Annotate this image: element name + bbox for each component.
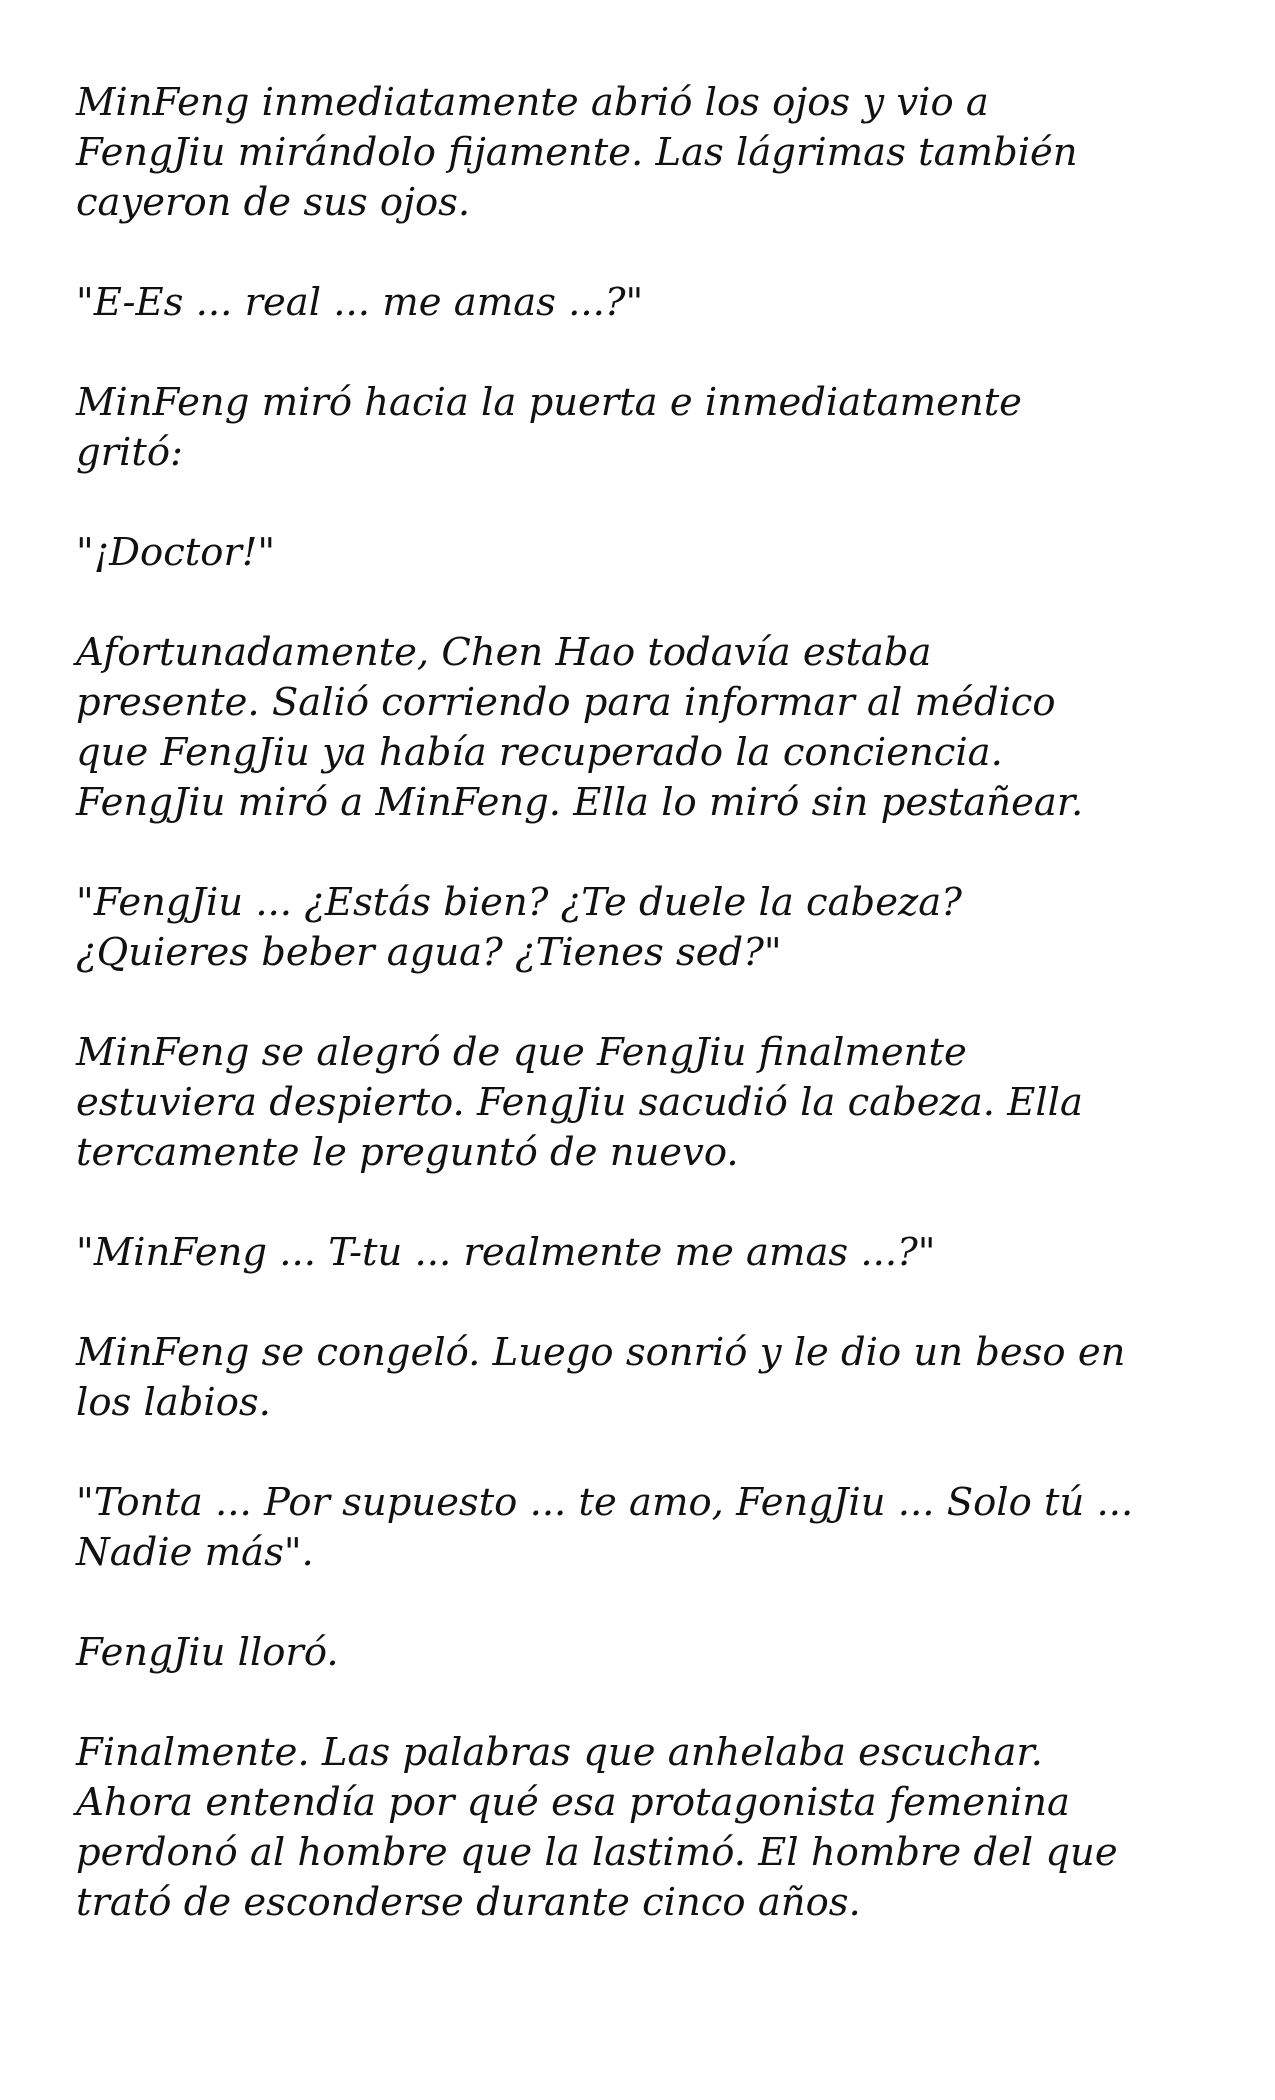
- text-line: Finalmente. Las palabras que anhelaba escuchar.: [76, 1730, 1043, 1775]
- text-line: ¿Quieres beber agua? ¿Tienes sed?": [76, 930, 782, 975]
- text-line: FengJiu miró a MinFeng. Ella lo miró sin pestañear.: [76, 780, 1084, 825]
- paragraph-5: [76, 628, 1216, 828]
- text-line: perdonó al hombre que la lastimó. El hombre del que: [76, 1830, 1118, 1875]
- paragraph-4: [76, 528, 1216, 578]
- paragraph-10: [76, 1478, 1216, 1578]
- text-line: FengJiu mirándolo fijamente. Las lágrimas también: [76, 130, 1078, 175]
- paragraph-7: [76, 1028, 1216, 1178]
- paragraph-9: [76, 1328, 1216, 1428]
- story-text: [76, 78, 1216, 1978]
- paragraph-6: [76, 878, 1216, 978]
- text-line: que FengJiu ya había recuperado la conciencia.: [76, 730, 1003, 775]
- text-line: "Tonta ... Por supuesto ... te amo, FengJiu ... Solo tú ...: [76, 1480, 1134, 1525]
- text-line: MinFeng se congeló. Luego sonrió y le dio un beso en: [76, 1330, 1126, 1375]
- text-line: Ahora entendía por qué esa protagonista femenina: [76, 1780, 1071, 1825]
- text-line: trató de esconderse durante cinco años.: [76, 1880, 861, 1925]
- text-line: "E-Es ... real ... me amas ...?": [76, 280, 644, 325]
- text-line: cayeron de sus ojos.: [76, 180, 471, 225]
- text-line: gritó:: [76, 430, 183, 475]
- paragraph-1: [76, 78, 1216, 228]
- text-line: MinFeng inmediatamente abrió los ojos y vio a: [76, 80, 989, 125]
- text-line: los labios.: [76, 1380, 271, 1425]
- text-line: MinFeng se alegró de que FengJiu finalmente: [76, 1030, 967, 1075]
- paragraph-8: [76, 1228, 1216, 1278]
- text-line: Afortunadamente, Chen Hao todavía estaba: [76, 630, 932, 675]
- text-line: MinFeng miró hacia la puerta e inmediatamente: [76, 380, 1022, 425]
- paragraph-12: [76, 1728, 1216, 1928]
- text-line: FengJiu lloró.: [76, 1630, 339, 1675]
- text-line: estuviera despierto. FengJiu sacudió la cabeza. Ella: [76, 1080, 1083, 1125]
- text-line: tercamente le preguntó de nuevo.: [76, 1130, 739, 1175]
- text-line: "FengJiu ... ¿Estás bien? ¿Te duele la cabeza?: [76, 880, 962, 925]
- text-line: Nadie más".: [76, 1530, 314, 1575]
- paragraph-11: [76, 1628, 1216, 1678]
- text-line: "MinFeng ... T-tu ... realmente me amas ...?": [76, 1230, 936, 1275]
- text-line: "¡Doctor!": [76, 530, 276, 575]
- paragraph-2: [76, 278, 1216, 328]
- paragraph-3: [76, 378, 1216, 478]
- text-line: presente. Salió corriendo para informar al médico: [76, 680, 1056, 725]
